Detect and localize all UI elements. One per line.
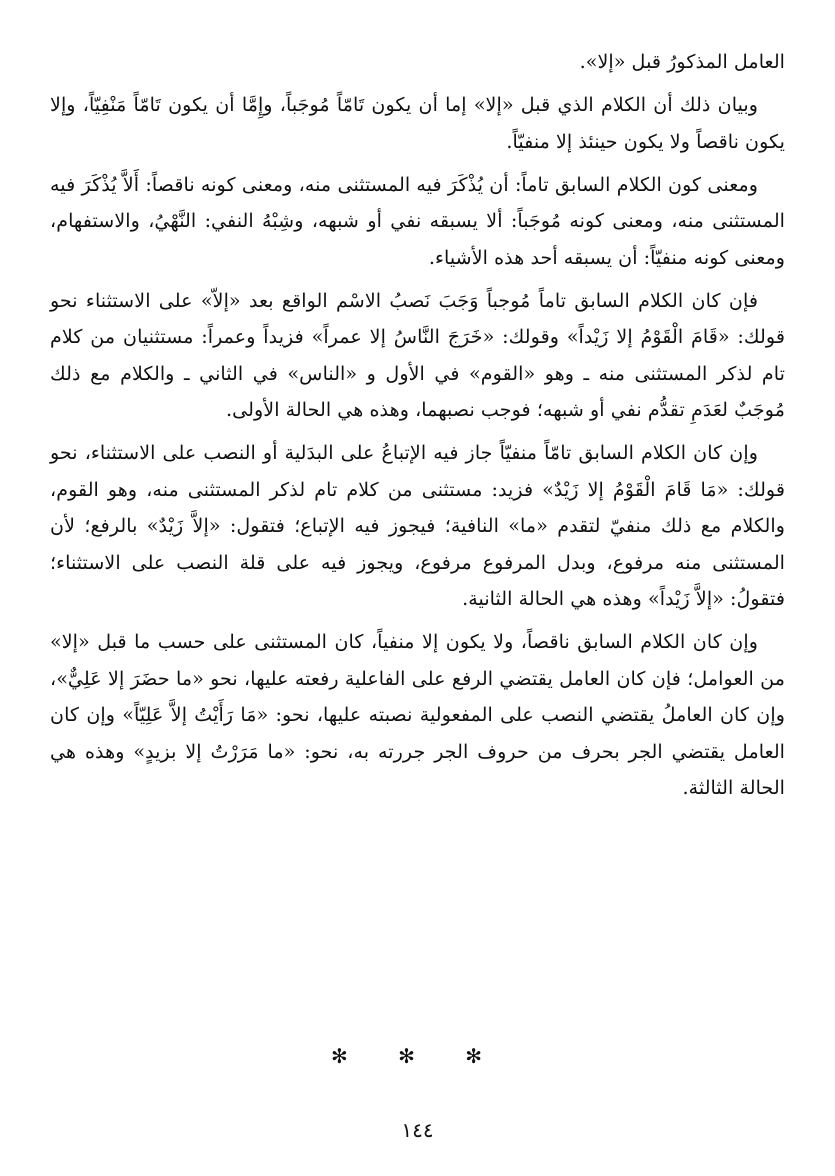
paragraph-1: العامل المذكورُ قبل «إلا». xyxy=(579,50,785,73)
paragraph-5: وإن كان الكلام السابق تامّاً منفيّاً جاز فيه الإتباعُ على البدَلية أو النصب على الاستثناء، نحو قولك: «مَا قَامَ الْقَوْمُ إلا زَيْدٌ» فزيد: مستثنى من كلام تام لذكر المستثنى منه، وهو القوم، والكلام مع ذلك منفيّ لتقدم «ما» النافية؛ فيجوز فيه الإتباع؛ فتقول: «إلاَّ زَيْدٌ» بالرفع؛ لأن المستثنى منه مرفوع، وبدل المرفوع مرفوع، ويجوز فيه على قلة النصب على الاستثناء؛ فتقولُ: «إلاَّ زَيْداً» وهذه هي الحالة الثانية. xyxy=(50,441,785,610)
section-separator: ✻ ✻ ✻ xyxy=(331,1044,504,1068)
paragraph-2: وبيان ذلك أن الكلام الذي قبل «إلا» إما أن يكون تَامّاً مُوجَباً، وإِمَّا أن يكون تَامّاً مَنْفِيّاً، وإلا يكون ناقصاً ولا يكون حينئذ إلا منفيّاً. xyxy=(50,93,785,153)
page-number: ١٤٤ xyxy=(401,1118,434,1142)
page-body xyxy=(50,44,785,813)
paragraph-3: ومعنى كون الكلام السابق تاماً: أن يُذْكَرَ فيه المستثنى منه، ومعنى كونه ناقصاً: أَلاَّ يُذْكَرَ فيه المستثنى منه، ومعنى كونه مُوجَباً: ألا يسبقه نفي أو شبهه، وشِبْهُ النفي: النَّهْيُ، والاستفهام، ومعنى كونه منفيّاً: أن يسبقه أحد هذه الأشياء. xyxy=(50,172,785,269)
paragraph-6: وإن كان الكلام السابق ناقصاً، ولا يكون إلا منفياً، كان المستثنى على حسب ما قبل «إلا» من العوامل؛ فإن كان العامل يقتضي الرفع على الفاعلية رفعته عليها، نحو «ما حضَرَ إلا عَلِيٌّ»، وإن كان العاملُ يقتضي النصب على المفعولية نصبته عليها، نحو: «مَا رَأَيْتُ إلاَّ عَلِيّاً» وإن كان العامل يقتضي الجر بحرف من حروف الجر جررته به، نحو: «ما مَرَرْتُ إلا بزيدٍ» وهذه هي الحالة الثالثة. xyxy=(50,630,785,799)
paragraph-4: فإن كان الكلام السابق تاماً مُوجباً وَجَبَ نَصبُ الاسْم الواقع بعد «إلاّ» على الاستثناء نحو قولك: «قَامَ الْقَوْمُ إلا زَيْداً» وقولك: «خَرَجَ النَّاسُ إلا عمراً» فزيداً وعمراً: مستثنيان من كلام تام لذكر المستثنى منه ـ وهو «القوم» في الأول و «الناس» في الثاني ـ والكلام مع ذلك مُوجَبٌ لعَدَمِ تقدُّم نفي أو شبهه؛ فوجب نصبهما، وهذه هي الحالة الأولى. xyxy=(50,288,785,421)
